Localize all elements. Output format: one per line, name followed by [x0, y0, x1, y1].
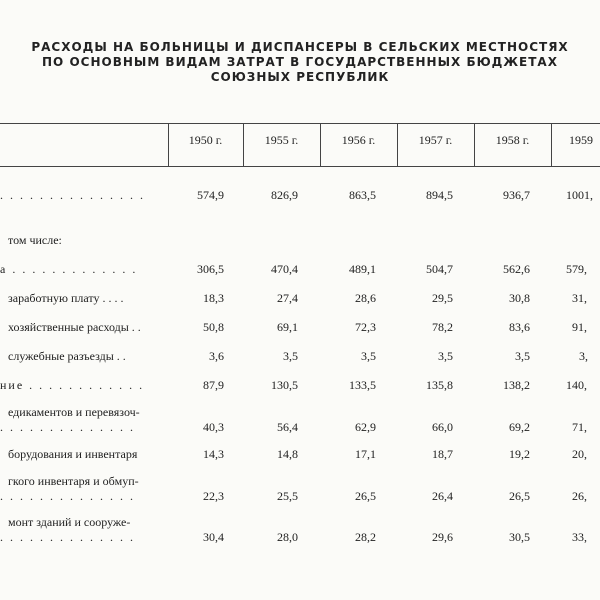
table-cell: 69,2	[509, 420, 530, 434]
table-cell: 62,9	[355, 420, 376, 434]
row-label: служебные разъезды . .	[8, 349, 126, 363]
table-cell: 140,	[566, 378, 587, 392]
header-top-rule	[0, 123, 600, 124]
row-label: борудования и инвентаря	[8, 447, 138, 461]
table-cell: 28,2	[355, 530, 376, 544]
table-cell: 26,4	[432, 489, 453, 503]
table-cell: 30,4	[203, 530, 224, 544]
table-cell: 135,8	[426, 378, 453, 392]
table-cell: 579,	[566, 262, 587, 276]
table-cell: 3,5	[283, 349, 298, 363]
table-cell: 22,3	[203, 489, 224, 503]
table-cell: 27,4	[277, 291, 298, 305]
table-cell: 19,2	[509, 447, 530, 461]
table-title	[0, 40, 600, 85]
table-cell: 71,	[572, 420, 587, 434]
table-cell: 66,0	[432, 420, 453, 434]
table-cell: 504,7	[426, 262, 453, 276]
row-label: едикаментов и перевязоч-	[8, 405, 140, 419]
table-cell: 28,0	[277, 530, 298, 544]
table-cell: 28,6	[355, 291, 376, 305]
column-header-year: 1958 г.	[495, 133, 530, 147]
table-cell: 562,6	[503, 262, 530, 276]
table-cell: 936,7	[503, 188, 530, 202]
column-header-year: 1959	[569, 133, 593, 147]
row-label-leader: . . . . . . . . . . . . . .	[0, 530, 135, 544]
table-cell: 78,2	[432, 320, 453, 334]
table-cell: 894,5	[426, 188, 453, 202]
row-label-total: . . . . . . . . . . . . . . .	[0, 188, 145, 202]
title-line-2: ПО ОСНОВНЫМ ВИДАМ ЗАТРАТ В ГОСУДАРСТВЕННЫХ БЮДЖЕТАХ	[42, 55, 558, 69]
table-cell: 83,6	[509, 320, 530, 334]
table-cell: 489,1	[349, 262, 376, 276]
row-label: заработную плату . . . .	[8, 291, 124, 305]
table-cell: 133,5	[349, 378, 376, 392]
table-cell: 826,9	[271, 188, 298, 202]
title-line-1: РАСХОДЫ НА БОЛЬНИЦЫ И ДИСПАНСЕРЫ В СЕЛЬСКИХ МЕСТНОСТЯХ	[31, 40, 569, 54]
table-cell: 87,9	[203, 378, 224, 392]
table-cell: 3,6	[209, 349, 224, 363]
table-cell: 17,1	[355, 447, 376, 461]
table-cell: 138,2	[503, 378, 530, 392]
table-cell: 130,5	[271, 378, 298, 392]
table-cell: 3,5	[515, 349, 530, 363]
column-header-year: 1955 г.	[264, 133, 299, 147]
column-header-year: 1957 г.	[418, 133, 453, 147]
table-cell: 470,4	[271, 262, 298, 276]
row-label-subheading: том числе:	[8, 233, 62, 247]
table-cell: 72,3	[355, 320, 376, 334]
table-cell: 30,5	[509, 530, 530, 544]
row-label: монт зданий и сооруже-	[8, 515, 131, 529]
table-cell: 31,	[572, 291, 587, 305]
table-cell: 56,4	[277, 420, 298, 434]
table-cell: 91,	[572, 320, 587, 334]
table-cell: 40,3	[203, 420, 224, 434]
table-cell: 14,8	[277, 447, 298, 461]
table-cell: 26,	[572, 489, 587, 503]
table-cell: 1001,	[566, 188, 593, 202]
table-cell: 306,5	[197, 262, 224, 276]
table-cell: 574,9	[197, 188, 224, 202]
table-cell: 69,1	[277, 320, 298, 334]
table-cell: 33,	[572, 530, 587, 544]
header-bottom-rule	[0, 166, 600, 167]
table-cell: 29,6	[432, 530, 453, 544]
table-cell: 3,5	[438, 349, 453, 363]
table-cell: 3,	[579, 349, 588, 363]
row-label-leader: . . . . . . . . . . . . . .	[0, 489, 135, 503]
table-cell: 26,5	[509, 489, 530, 503]
table-cell: 863,5	[349, 188, 376, 202]
column-header-year: 1950 г.	[188, 133, 223, 147]
table-cell: 30,8	[509, 291, 530, 305]
column-header-year: 1956 г.	[341, 133, 376, 147]
table-cell: 20,	[572, 447, 587, 461]
table-cell: 18,7	[432, 447, 453, 461]
row-label: а . . . . . . . . . . . . .	[0, 262, 138, 276]
table-cell: 14,3	[203, 447, 224, 461]
table-cell: 3,5	[361, 349, 376, 363]
row-label: хозяйственные расходы . .	[8, 320, 141, 334]
table-cell: 50,8	[203, 320, 224, 334]
row-label: ние . . . . . . . . . . . .	[0, 378, 145, 392]
table-cell: 29,5	[432, 291, 453, 305]
table-cell: 26,5	[355, 489, 376, 503]
title-line-3: СОЮЗНЫХ РЕСПУБЛИК	[210, 70, 390, 84]
table-cell: 18,3	[203, 291, 224, 305]
row-label-leader: . . . . . . . . . . . . . .	[0, 420, 135, 434]
table-cell: 25,5	[277, 489, 298, 503]
row-label: гкого инвентаря и обмуп-	[8, 474, 139, 488]
